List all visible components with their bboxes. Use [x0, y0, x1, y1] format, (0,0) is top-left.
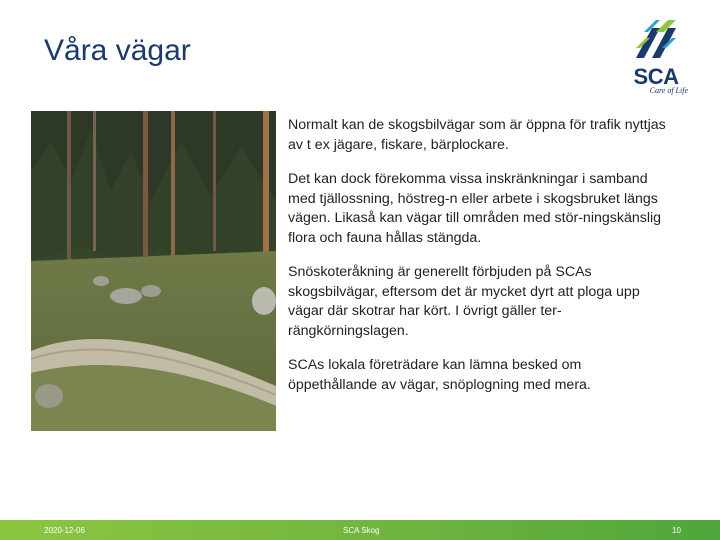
paragraph-snowmobile: Snöskoteråkning är generellt förbjuden på SCAs skogsbilvägar, eftersom det är mycket dyrt att ploga upp vägar där skotrar har kört. I övrigt gäller ter-rängkörningslagen. — [288, 264, 640, 339]
footer-label: SCA Skog — [343, 526, 380, 535]
sca-logo — [628, 18, 688, 98]
page-number: 10 — [672, 526, 681, 535]
paragraph-road-use: Normalt kan de skogsbilvägar som är öppna för trafik nyttjas av t ex jägare, fiskare, bärplockare. — [288, 117, 666, 153]
forest-road-photo — [31, 111, 276, 431]
footer-date: 2020-12-06 — [44, 526, 85, 535]
sca-logo-mark-icon — [628, 18, 684, 64]
paragraph-contact: SCAs lokala företrädare kan lämna besked om öppethållande av vägar, snöplogning med mera. — [288, 357, 591, 393]
logo-tagline: Care of Life — [649, 86, 688, 95]
logo-wordmark: SCA — [633, 64, 679, 89]
body-text — [288, 116, 673, 410]
slide-title: Våra vägar — [44, 34, 191, 67]
paragraph-restrictions: Det kan dock förekomma vissa inskränkningar i samband med tjällossning, höstreg-n eller arbete i skogsbruket längs vägen. Likaså kan vägar till områden med stör-ningskänslig flora och fauna hållas stängda. — [288, 171, 662, 246]
forest-road-image — [31, 111, 276, 431]
